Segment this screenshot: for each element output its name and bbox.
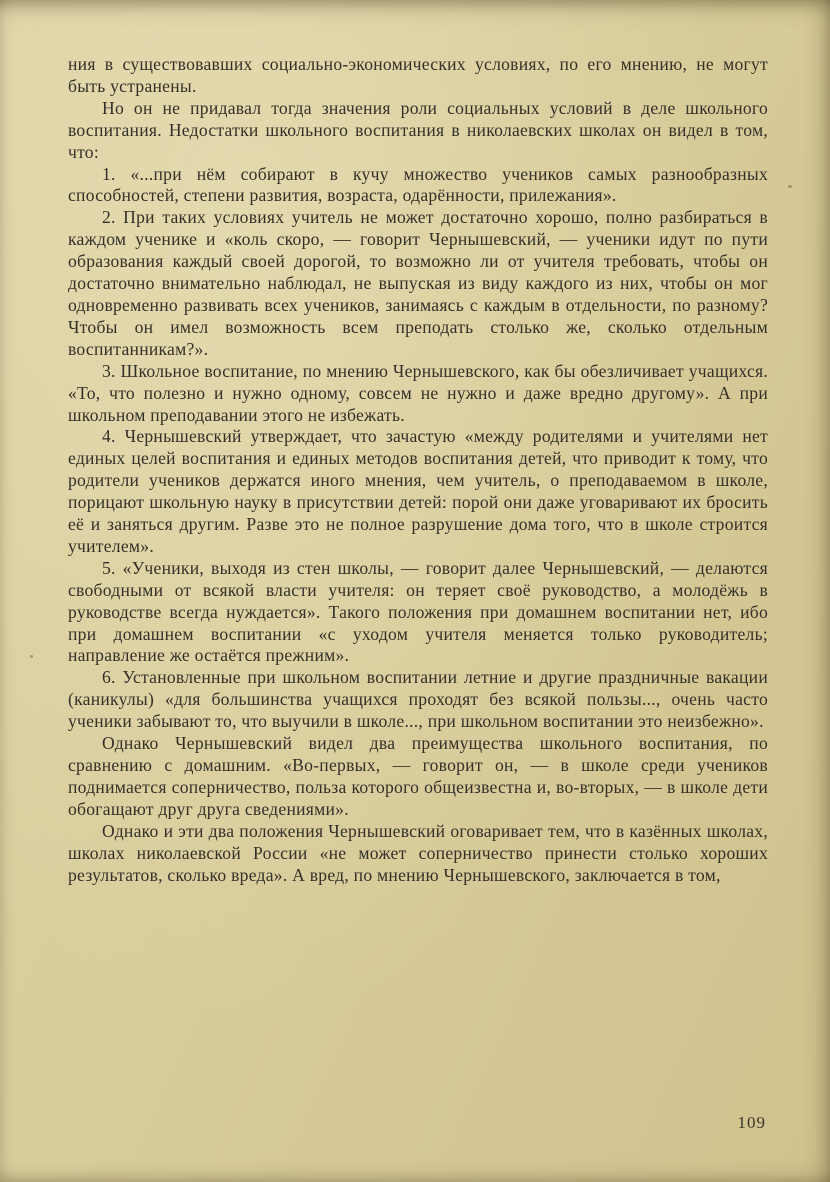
page-text-block xyxy=(68,54,768,886)
paragraph: Однако и эти два положения Чернышевский оговаривает тем, что в казённых школах, школах николаевской России «не может соперничество принести столько хороших результатов, сколько вреда». А вред, по мнению Чернышевского, заключается в том, xyxy=(68,820,768,885)
page-number: 109 xyxy=(737,1113,766,1132)
paragraph-continuation: ния в существовавших социально-экономических условиях, по его мнению, не могут быть устранены. xyxy=(68,54,768,96)
paragraph-list-item-3: 3. Школьное воспитание, по мнению Чернышевского, как бы обезличивает учащихся. «То, что полезно и нужно одному, совсем не нужно и даже вредно другому». А при школьном преподавании этого не избежать. xyxy=(68,360,768,425)
paragraph-list-item-1: 1. «...при нём собирают в кучу множество учеников самых разнообразных способностей, степени развития, возраста, одарённости, прилежания». xyxy=(68,163,768,206)
paragraph: Однако Чернышевский видел два преимущества школьного воспитания, по сравнению с домашним. «Во-первых, — говорит он, — в школе среди учеников поднимается соперничество, польза которого общеизвестна и, во-вторых, — в школе дети обогащают друг друга сведениями». xyxy=(68,733,768,819)
paragraph: Но он не придавал тогда значения роли социальных условий в деле школьного воспитания. Недостатки школьного воспитания в николаевских школах он видел в том, что: xyxy=(68,97,768,162)
paragraph-list-item-4: 4. Чернышевский утверждает, что зачастую «между родителями и учителями нет единых целей воспитания и единых методов воспитания детей, что приводит к тому, что родители учеников держатся иного мнения, чем учитель, о преподаваемом в школе, порицают школьную науку в присутствии детей: порой они даже уговаривают их бросить её и заняться другим. Разве это не полное разрушение дома того, что в школе строится учителем». xyxy=(68,426,768,556)
paragraph-list-item-6: 6. Установленные при школьном воспитании летние и другие праздничные вакации (каникулы) «для большинства учащихся проходят без всякой пользы..., очень часто ученики забывают то, что выучили в школе..., при школьном воспитании это неизбежно». xyxy=(68,667,768,732)
paragraph-list-item-2: 2. При таких условиях учитель не может достаточно хорошо, полно разбираться в каждом ученике и «коль скоро, — говорит Чернышевский, — ученики идут по пути образования каждый своей дорогой, то возможно ли от учителя требовать, чтобы он достаточно внимательно наблюдал, не выпуская из виду каждого из них, чтобы он мог одновременно развивать всех учеников, занимаясь с каждым в отдельности, по разному? Чтобы он имел возможность всем преподать столько же, сколько отдельным воспитанникам?». xyxy=(68,207,768,359)
scan-speck xyxy=(788,185,792,188)
paragraph-list-item-5: 5. «Ученики, выходя из стен школы, — говорит далее Чернышевский, — делаются свободными от всякой власти учителя: он теряет своё руководство, а молодёжь в руководстве всегда нуждается». Такого положения при домашнем воспитании нет, ибо при домашнем воспитании «с уходом учителя меняется только руководитель; направление же остаётся прежним». xyxy=(68,557,768,666)
scan-speck xyxy=(30,655,33,658)
